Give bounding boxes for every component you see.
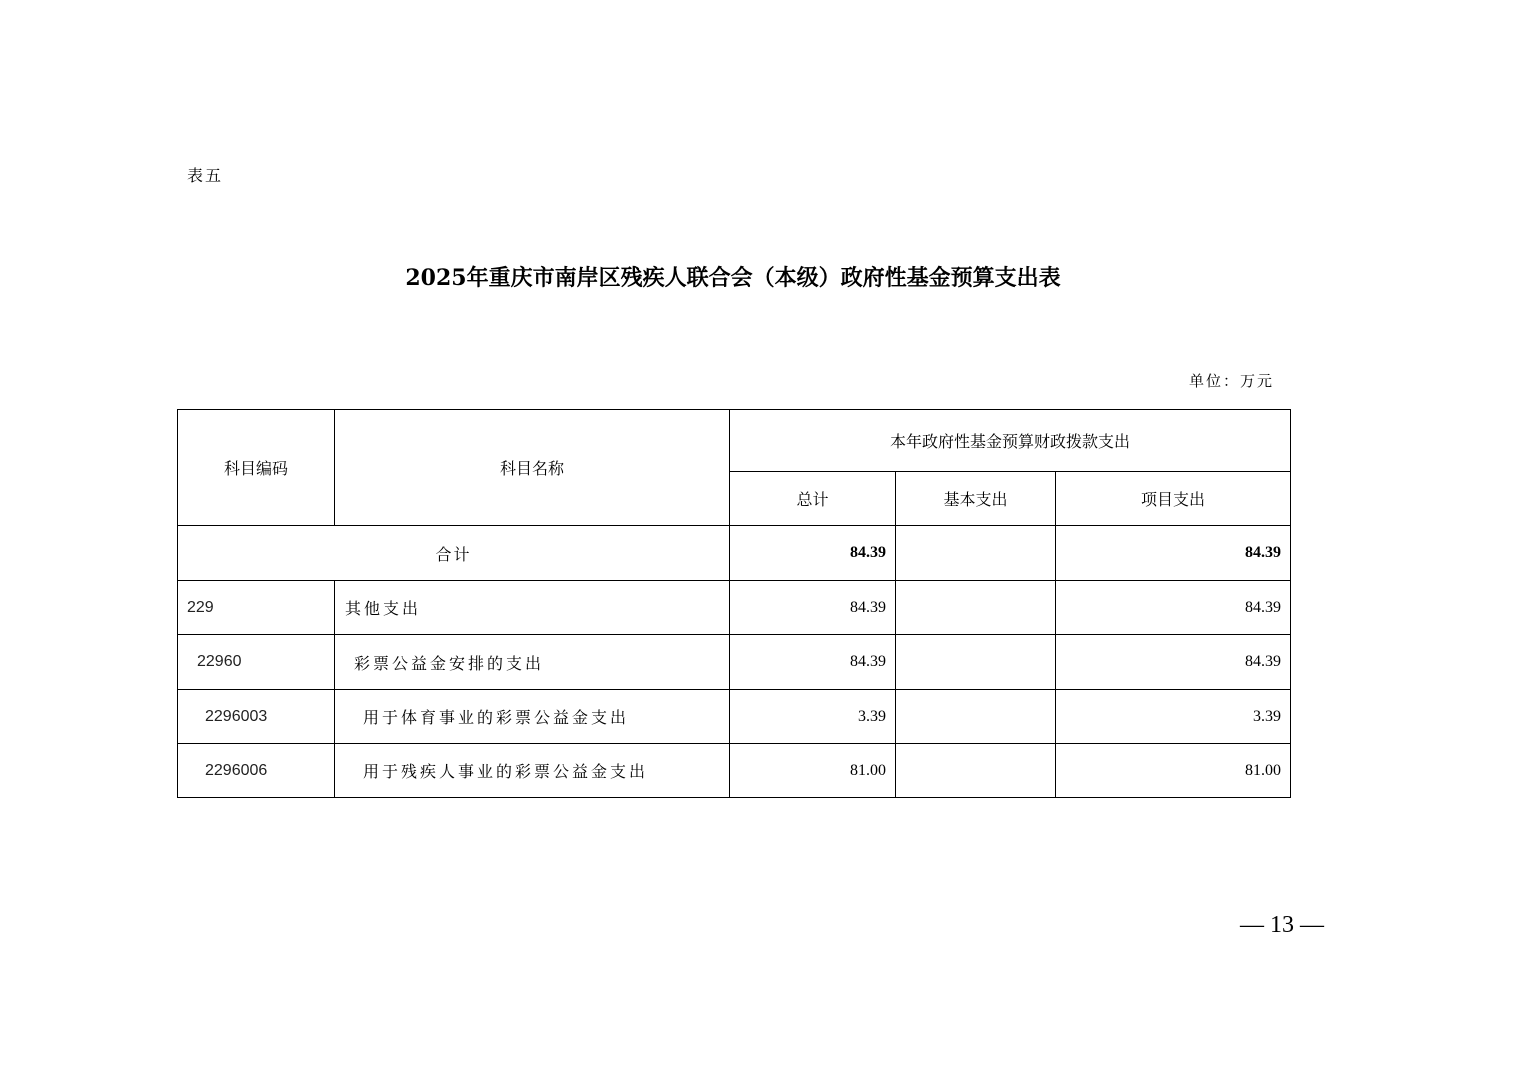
row-name: 彩票公益金安排的支出 [335, 635, 730, 690]
row-project: 84.39 [1056, 635, 1291, 690]
summary-total: 84.39 [730, 526, 896, 581]
header-name: 科目名称 [335, 410, 730, 526]
budget-table [177, 409, 1291, 798]
table-row [178, 635, 1291, 690]
row-name: 用于体育事业的彩票公益金支出 [335, 690, 730, 744]
summary-project: 84.39 [1056, 526, 1291, 581]
summary-basic [896, 526, 1056, 581]
row-basic [896, 690, 1056, 744]
header-total: 总计 [730, 472, 896, 526]
row-basic [896, 744, 1056, 798]
summary-row [178, 526, 1291, 581]
unit-label: 单位：万元 [1189, 372, 1275, 390]
row-project: 81.00 [1056, 744, 1291, 798]
page-number: — 13 — [1240, 912, 1324, 938]
row-code: 2296003 [178, 690, 335, 744]
header-row [178, 410, 1291, 472]
row-total: 84.39 [730, 581, 896, 635]
row-name: 其他支出 [335, 581, 730, 635]
page-title: 2025年重庆市南岸区残疾人联合会（本级）政府性基金预算支出表 [405, 265, 1061, 291]
row-total: 3.39 [730, 690, 896, 744]
header-project: 项目支出 [1056, 472, 1291, 526]
table-row [178, 690, 1291, 744]
row-project: 84.39 [1056, 581, 1291, 635]
header-group: 本年政府性基金预算财政拨款支出 [730, 410, 1291, 472]
row-total: 84.39 [730, 635, 896, 690]
table-row [178, 581, 1291, 635]
row-code: 229 [178, 581, 335, 635]
summary-label: 合计 [178, 526, 730, 581]
row-project: 3.39 [1056, 690, 1291, 744]
row-total: 81.00 [730, 744, 896, 798]
header-code: 科目编码 [178, 410, 335, 526]
row-code: 22960 [178, 635, 335, 690]
row-name: 用于残疾人事业的彩票公益金支出 [335, 744, 730, 798]
table-row [178, 744, 1291, 798]
row-basic [896, 581, 1056, 635]
header-basic: 基本支出 [896, 472, 1056, 526]
table-label: 表五 [187, 166, 224, 185]
row-code: 2296006 [178, 744, 335, 798]
row-basic [896, 635, 1056, 690]
